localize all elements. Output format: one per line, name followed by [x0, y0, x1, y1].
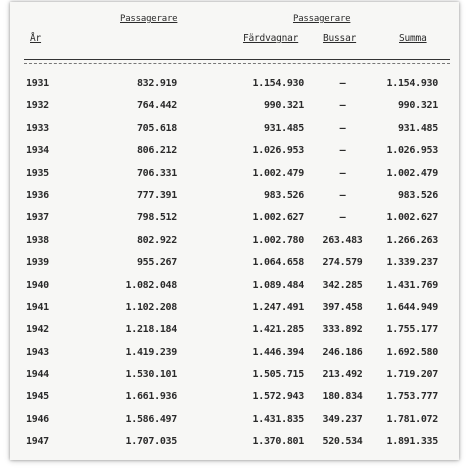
table-row — [10, 347, 459, 369]
cell-fardvagnar: 1.026.953 — [252, 145, 304, 157]
table-row — [10, 145, 459, 167]
group-header-right: Passagerare — [293, 14, 351, 24]
header-rule-dashed — [24, 63, 450, 64]
cell-summa: 1.753.777 — [386, 391, 438, 403]
cell-summa: 931.485 — [397, 122, 438, 134]
cell-bussar: 349.237 — [322, 413, 363, 425]
table-row — [10, 235, 459, 257]
cell-year: 1943 — [26, 346, 49, 358]
cell-passagerare: 955.267 — [136, 257, 177, 269]
cell-year: 1946 — [26, 413, 49, 425]
cell-bussar: 213.492 — [322, 369, 363, 381]
table-row — [10, 414, 459, 436]
cell-summa: 1.719.207 — [386, 369, 438, 381]
table-row — [10, 100, 459, 122]
table-row — [10, 78, 459, 100]
cell-year: 1942 — [26, 324, 49, 336]
cell-passagerare: 777.391 — [136, 189, 177, 201]
cell-fardvagnar: 1.089.484 — [252, 279, 304, 291]
cell-year: 1933 — [26, 122, 49, 134]
cell-year: 1944 — [26, 369, 49, 381]
cell-passagerare: 706.331 — [136, 167, 177, 179]
cell-summa: 1.002.479 — [386, 167, 438, 179]
cell-bussar: 246.186 — [322, 346, 363, 358]
cell-fardvagnar: 1.431.835 — [252, 413, 304, 425]
column-header-year: År — [30, 33, 42, 44]
cell-summa: 1.891.335 — [386, 436, 438, 448]
table-row — [10, 436, 459, 458]
cell-fardvagnar: 931.485 — [263, 122, 304, 134]
cell-fardvagnar: 1.446.394 — [252, 346, 304, 358]
cell-year: 1932 — [26, 100, 49, 112]
cell-passagerare: 1.707.035 — [125, 436, 177, 448]
column-header-summa: Summa — [399, 33, 427, 44]
cell-fardvagnar: 1.572.943 — [252, 391, 304, 403]
cell-summa: 1.755.177 — [386, 324, 438, 336]
cell-bussar: 397.458 — [322, 301, 363, 313]
cell-bussar: – — [339, 167, 346, 179]
table-row — [10, 123, 459, 145]
document-page — [10, 2, 459, 460]
cell-summa: 1.266.263 — [386, 234, 438, 246]
cell-passagerare: 806.212 — [136, 145, 177, 157]
cell-passagerare: 1.102.208 — [125, 301, 177, 313]
group-header-left: Passagerare — [120, 14, 178, 24]
table-row — [10, 369, 459, 391]
cell-bussar: – — [339, 100, 346, 112]
cell-year: 1938 — [26, 234, 49, 246]
cell-year: 1935 — [26, 167, 49, 179]
cell-fardvagnar: 983.526 — [263, 189, 304, 201]
table-row — [10, 212, 459, 234]
cell-bussar: – — [339, 189, 346, 201]
header-rule — [24, 59, 450, 60]
cell-passagerare: 705.618 — [136, 122, 177, 134]
cell-fardvagnar: 1.064.658 — [252, 257, 304, 269]
cell-fardvagnar: 1.002.627 — [252, 212, 304, 224]
cell-summa: 1.781.072 — [386, 413, 438, 425]
cell-bussar: – — [339, 78, 346, 89]
cell-summa: 1.026.953 — [386, 145, 438, 157]
table-row — [10, 257, 459, 279]
cell-passagerare: 764.442 — [136, 100, 177, 112]
cell-fardvagnar: 990.321 — [263, 100, 304, 112]
table-row — [10, 302, 459, 324]
cell-summa: 1.154.930 — [386, 78, 438, 89]
cell-bussar: 263.483 — [322, 234, 363, 246]
cell-fardvagnar: 1.247.491 — [252, 301, 304, 313]
cell-passagerare: 802.922 — [136, 234, 177, 246]
cell-summa: 983.526 — [397, 189, 438, 201]
cell-bussar: – — [339, 122, 346, 134]
cell-summa: 1.644.949 — [386, 301, 438, 313]
table-row — [10, 391, 459, 413]
table-row — [10, 280, 459, 302]
cell-year: 1934 — [26, 145, 49, 157]
cell-fardvagnar: 1.421.285 — [252, 324, 304, 336]
cell-year: 1937 — [26, 212, 49, 224]
cell-year: 1939 — [26, 257, 49, 269]
cell-year: 1940 — [26, 279, 49, 291]
cell-year: 1947 — [26, 436, 49, 448]
cell-passagerare: 832.919 — [136, 78, 177, 89]
cell-fardvagnar: 1.002.780 — [252, 234, 304, 246]
cell-summa: 1.002.627 — [386, 212, 438, 224]
column-header-bussar: Bussar — [323, 33, 357, 44]
cell-bussar: 333.892 — [322, 324, 363, 336]
cell-bussar: 274.579 — [322, 257, 363, 269]
cell-fardvagnar: 1.505.715 — [252, 369, 304, 381]
cell-passagerare: 1.530.101 — [125, 369, 177, 381]
cell-passagerare: 798.512 — [136, 212, 177, 224]
cell-bussar: 180.834 — [322, 391, 363, 403]
table-body — [10, 78, 459, 459]
cell-year: 1941 — [26, 301, 49, 313]
table-row — [10, 168, 459, 190]
cell-passagerare: 1.586.497 — [125, 413, 177, 425]
cell-bussar: 342.285 — [322, 279, 363, 291]
cell-summa: 1.692.580 — [386, 346, 438, 358]
cell-bussar: – — [339, 145, 346, 157]
cell-year: 1931 — [26, 78, 49, 89]
cell-fardvagnar: 1.002.479 — [252, 167, 304, 179]
cell-summa: 990.321 — [397, 100, 438, 112]
cell-summa: 1.339.237 — [386, 257, 438, 269]
cell-year: 1945 — [26, 391, 49, 403]
table-row — [10, 324, 459, 346]
cell-fardvagnar: 1.370.801 — [252, 436, 304, 448]
cell-passagerare: 1.218.184 — [125, 324, 177, 336]
cell-summa: 1.431.769 — [386, 279, 438, 291]
table-row — [10, 190, 459, 212]
cell-passagerare: 1.419.239 — [125, 346, 177, 358]
cell-passagerare: 1.661.936 — [125, 391, 177, 403]
cell-bussar: 520.534 — [322, 436, 363, 448]
cell-passagerare: 1.082.048 — [125, 279, 177, 291]
cell-fardvagnar: 1.154.930 — [252, 78, 304, 89]
cell-year: 1936 — [26, 189, 49, 201]
column-header-fardvagnar: Färdvagnar — [243, 33, 299, 44]
cell-bussar: – — [339, 212, 346, 224]
